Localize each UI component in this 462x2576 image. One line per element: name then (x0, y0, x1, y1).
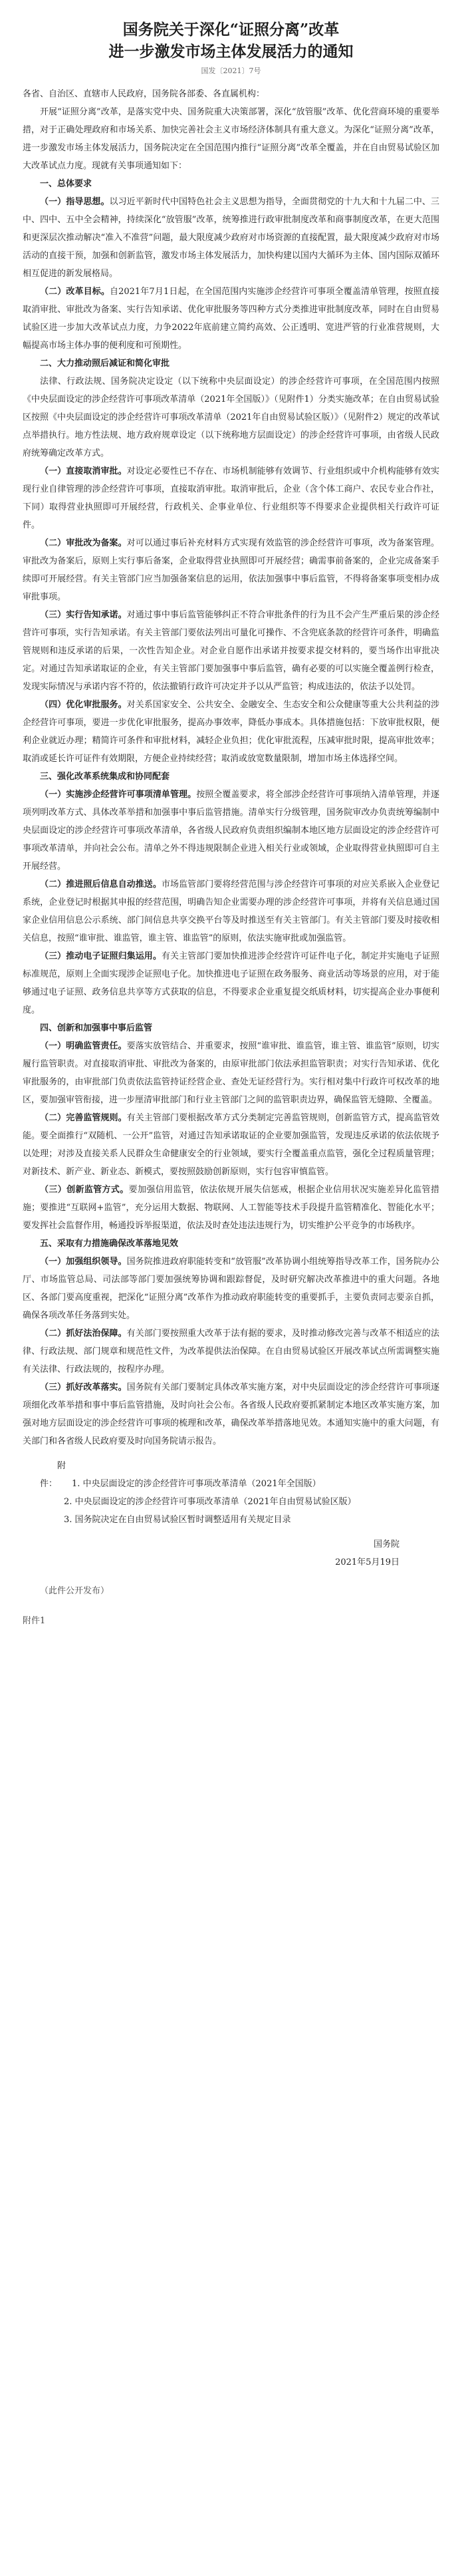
body-paragraph (23, 373, 439, 462)
paragraph-text: 对可以通过事后补充材料方式实现有效监管的涉企经营许可事项，改为备案管理。审批改为备案后，原则上实行事后备案，企业取得营业执照即可开展经营；确需事前备案的，企业完成备案手续即可开展经营。有关主管部门应当加强备案信息的运用，依法加强事中事后监管，不得将备案事项变相办成审批事项。 (23, 538, 439, 602)
paragraph-text: 有关主管部门要根据改革方式分类制定完善监管规则，创新监管方式，提高监管效能。要全面推行“双随机、一公开”监管，对通过告知承诺取证的企业要加强监管，发现违反承诺的依法依规予以处理；对涉及直接关系人民群众生命健康安全的行业领域，要实行全覆盖重点监管，强化全过程质量管理；对新技术、新产业、新业态、新模式，要按照鼓励创新原则，实行包容审慎监管。 (23, 1113, 439, 1177)
paragraph-lead: （三）推动电子证照归集运用。 (40, 951, 162, 961)
paragraph-lead: （一）加强组织领导。 (40, 1257, 127, 1267)
paragraph-text: 自2021年7月1日起，在全国范围内实施涉企经营许可事项全覆盖清单管理，按照直接取消审批、审批改为备案、实行告知承诺、优化审批服务等四种方式分类推进审批制度改革，同时在自由贸易试验区进一步加大改革试点力度，力争2022年底前建立简约高效、公正透明、宽进严管的行业准营规则，大幅提高市场主体办事的便利度和可预期性。 (23, 287, 439, 351)
section-heading: 三、强化改革系统集成和协同配套 (40, 772, 170, 782)
body-paragraph (23, 1109, 439, 1181)
attachments (23, 1457, 439, 1529)
paragraph-text: 对设定必要性已不存在、市场机制能够有效调节、行业组织或中介机构能够有效实现行业自律管理的涉企经营许可事项，直接取消审批。取消审批后，企业（含个体工商户、农民专业合作社，下同）取得营业执照即可开展经营，行政机关、企事业单位、行业组织等不得要求企业提供相关行政许可证件。 (23, 466, 439, 530)
paragraph-lead: （三）抓好改革落实。 (40, 1382, 127, 1392)
body-paragraph (23, 876, 439, 947)
body-paragraph (23, 534, 439, 606)
attachments-label: 附件： (40, 1461, 66, 1489)
attachment-item: 1. 中央层面设定的涉企经营许可事项改革清单（2021年全国版） (72, 1479, 321, 1489)
body-paragraph (23, 947, 439, 1019)
paragraph-lead: （一）明确监管责任。 (40, 1041, 127, 1051)
paragraph-lead: （二）审批改为备案。 (40, 538, 127, 548)
paragraph-lead: （三）实行告知承诺。 (40, 610, 127, 620)
paragraph-lead: （一）实施涉企经营许可事项清单管理。 (40, 790, 197, 800)
paragraph-lead: （一）指导思想。 (40, 197, 110, 207)
signature-block (23, 1535, 439, 1571)
body-paragraph (23, 1378, 439, 1450)
document-number: 国发〔2021〕7号 (201, 67, 261, 75)
attachment-item: 2. 中央层面设定的涉企经营许可事项改革清单（2021年自由贸易试验区版） (64, 1497, 356, 1507)
intro (23, 103, 439, 175)
paragraph-lead: （二）改革目标。 (40, 287, 110, 297)
document-title (23, 19, 439, 63)
body-paragraph (23, 1325, 439, 1378)
body-paragraph (23, 1253, 439, 1325)
title-line-1: 国务院关于深化“证照分离”改革 (122, 21, 340, 39)
body-paragraph (23, 1181, 439, 1235)
paragraph-text: 要落实放管结合、并重要求，按照“谁审批、谁监管，谁主管、谁监管”原则，切实履行监管职责。对直接取消审批、审批改为备案的，由原审批部门依法承担监管职责；对实行告知承诺、优化审批服务的，由审批部门负责依法监管持证经营企业、查处无证经营行为。实行相对集中行政许可权改革的地区，要加强审管衔接，进一步厘清审批部门和行业主管部门之间的监管职责边界，确保监管无缝隙、全覆盖。 (23, 1041, 439, 1105)
appendix-label: 附件1 (23, 1616, 46, 1626)
section-heading: 一、总体要求 (40, 179, 92, 189)
paragraph-text: 有关主管部门要加快推进涉企经营许可证件电子化，制定并实施电子证照标准规范，原则上全面实现涉企证照电子化。加快推进电子证照在政务服务、商业活动等场景的应用，对于能够通过电子证照、政务信息共享等方式获取的信息，不得要求企业重复提交纸质材料，切实提高企业办事便利度。 (23, 951, 439, 1015)
body-paragraph (23, 462, 439, 534)
paragraph-lead: （三）创新监管方式。 (40, 1185, 129, 1195)
body-paragraph (23, 696, 439, 768)
paragraph-text: 以习近平新时代中国特色社会主义思想为指导，全面贯彻党的十九大和十九届二中、三中、四中、五中全会精神，持续深化“放管服”改革，统筹推进行政审批制度改革和商事制度改革，在更大范围和更深层次推动解决“准入不准营”问题，最大限度减少政府对市场资源的直接配置，最大限度减少政府对市场活动的直接干预，加强和创新监管，激发市场主体发展活力，加快构建以国内大循环为主体、国内国际双循环相互促进的新发展格局。 (23, 197, 439, 279)
paragraph-lead: （二）抓好法治保障。 (40, 1329, 127, 1339)
paragraph-text: 对关系国家安全、公共安全、金融安全、生态安全和公众健康等重大公共利益的涉企经营许可事项，要进一步优化审批服务，提高办事效率，降低办事成本。具体措施包括：下放审批权限，便利企业就近办理；精简许可条件和审批材料，减轻企业负担；优化审批流程，压减审批时限，提高审批效率；取消或延长许可证件有效期限，方便企业持续经营；取消或放宽数量限制，增加市场主体选择空间。 (23, 700, 439, 764)
body-paragraph (23, 606, 439, 696)
body-paragraph (23, 283, 439, 355)
paragraph-text: 国务院推进政府职能转变和“放管服”改革协调小组统筹指导改革工作，国务院办公厅、市场监管总局、司法部等部门要加强统筹协调和跟踪督促，及时研究解决改革推进中的重大问题。各地区、各部门要高度重视，把深化“证照分离”改革作为推动政府职能转变的重要抓手，主要负责同志要亲自抓，确保各项改革任务落到实处。 (23, 1257, 439, 1321)
attachment-item: 3. 国务院决定在自由贸易试验区暂时调整适用有关规定目录 (64, 1515, 291, 1525)
paragraph-lead: （二）完善监管规则。 (40, 1113, 127, 1123)
paragraph-text: 法律、行政法规、国务院决定设定（以下统称中央层面设定）的涉企经营许可事项，在全国范围内按照《中央层面设定的涉企经营许可事项改革清单（2021年全国版）》（见附件1）分类实施改革；在自由贸易试验区按照《中央层面设定的涉企经营许可事项改革清单（2021年自由贸易试验区版）》（见附件2）规定的改革试点举措执行。地方性法规、地方政府规章设定（以下统称地方层面设定）的涉企经营许可事项，由省级人民政府统筹确定改革方式。 (23, 377, 439, 458)
paragraph-text: 按照全覆盖要求，将全部涉企经营许可事项纳入清单管理，并逐项列明改革方式、具体改革举措和加强事中事后监管措施。清单实行分级管理，国务院审改办负责统筹编制中央层面设定的涉企经营许可事项改革清单，各省级人民政府负责组织编制本地区地方层面设定的涉企经营许可事项改革清单，并向社会公布。清单之外不得违规限制企业进入相关行业或领域，企业取得营业执照即可自主开展经营。 (23, 790, 439, 872)
body-paragraph (23, 193, 439, 283)
paragraph-text: 对通过事中事后监管能够纠正不符合审批条件的行为且不会产生严重后果的涉企经营许可事项，实行告知承诺。有关主管部门要依法列出可量化可操作、不含兜底条款的经营许可条件，明确监管规则和违反承诺的后果，一次性告知企业。对企业自愿作出承诺并按要求提交材料的，要当场作出审批决定。对通过告知承诺取证的企业，有关主管部门要加强事中事后监管，确有必要的可以实施全覆盖例行检查，发现实际情况与承诺内容不符的，依法撤销行政许可决定并予以从严监管；构成违法的，依法予以处罚。 (23, 610, 439, 692)
body-paragraph (23, 786, 439, 876)
paragraph-lead: （一）直接取消审批。 (40, 466, 127, 476)
paragraph-lead: （二）推进照后信息自动推送。 (40, 880, 162, 889)
body-paragraph (23, 1037, 439, 1109)
paragraph-text: 市场监管部门要将经营范围与涉企经营许可事项的对应关系嵌入企业登记系统，企业登记时根据其申报的经营范围，明确告知企业需要办理的涉企经营许可事项，并将有关信息通过国家企业信用信息公示系统、部门间信息共享交换平台等及时推送至有关主管部门。有关主管部门要及时接收相关信息，按照“谁审批、谁监管，谁主管、谁监管”的原则，依法实施审批或加强监管。 (23, 880, 439, 943)
signature-date: 2021年5月19日 (335, 1557, 400, 1567)
section-heading: 二、大力推动照后减证和简化审批 (40, 359, 170, 369)
signature-org: 国务院 (373, 1539, 400, 1549)
attachment-first-line (23, 1457, 439, 1493)
title-line-2: 进一步激发市场主体发展活力的通知 (108, 43, 354, 61)
section-heading: 四、创新和加强事中事后监管 (40, 1023, 153, 1033)
paragraph-text: 要加强信用监管，依法依规开展失信惩戒，根据企业信用状况实施差异化监管措施；要推进“互联网+监管”，充分运用大数据、物联网、人工智能等技术手段提升监管精准化、智能化水平；要发挥社会监督作用，畅通投诉举报渠道，依法及时查处违法违规行为，切实维护公平竞争的市场秩序。 (23, 1185, 439, 1231)
addressee: 各省、自治区、直辖市人民政府，国务院各部委、各直属机构： (23, 89, 265, 99)
section-heading: 五、采取有力措施确保改革落地见效 (40, 1239, 179, 1249)
paragraph-text: 国务院有关部门要制定具体改革实施方案，对中央层面设定的涉企经营许可事项逐项细化改革举措和事中事后监管措施，及时向社会公布。各省级人民政府要抓紧制定本地区改革实施方案，加强对地方层面设定的涉企经营许可事项的梳理和改革，确保改革举措落地见效。本通知实施中的重大问题，有关部门和各省级人民政府要及时向国务院请示报告。 (23, 1382, 439, 1446)
publication-note: （此件公开发布） (40, 1586, 110, 1596)
paragraph-lead: （四）优化审批服务。 (40, 700, 127, 710)
intro-paragraph: 开展“证照分离”改革，是落实党中央、国务院重大决策部署，深化“放管服”改革、优化营商环境的重要举措，对于正确处理政府和市场关系、加快完善社会主义市场经济体制具有重大意义。为深化“证照分离”改革，进一步激发市场主体发展活力，国务院决定在全国范围内推行“证照分离”改革全覆盖，并在自由贸易试验区加大改革试点力度。现就有关事项通知如下： (23, 107, 439, 171)
document-body (23, 175, 439, 1450)
paragraph-text: 有关部门要按照重大改革于法有据的要求，及时推动修改完善与改革不相适应的法律、行政法规、部门规章和规范性文件，为改革提供法治保障。在自由贸易试验区开展改革试点所需调整实施有关法律、行政法规的，按程序办理。 (23, 1329, 439, 1374)
